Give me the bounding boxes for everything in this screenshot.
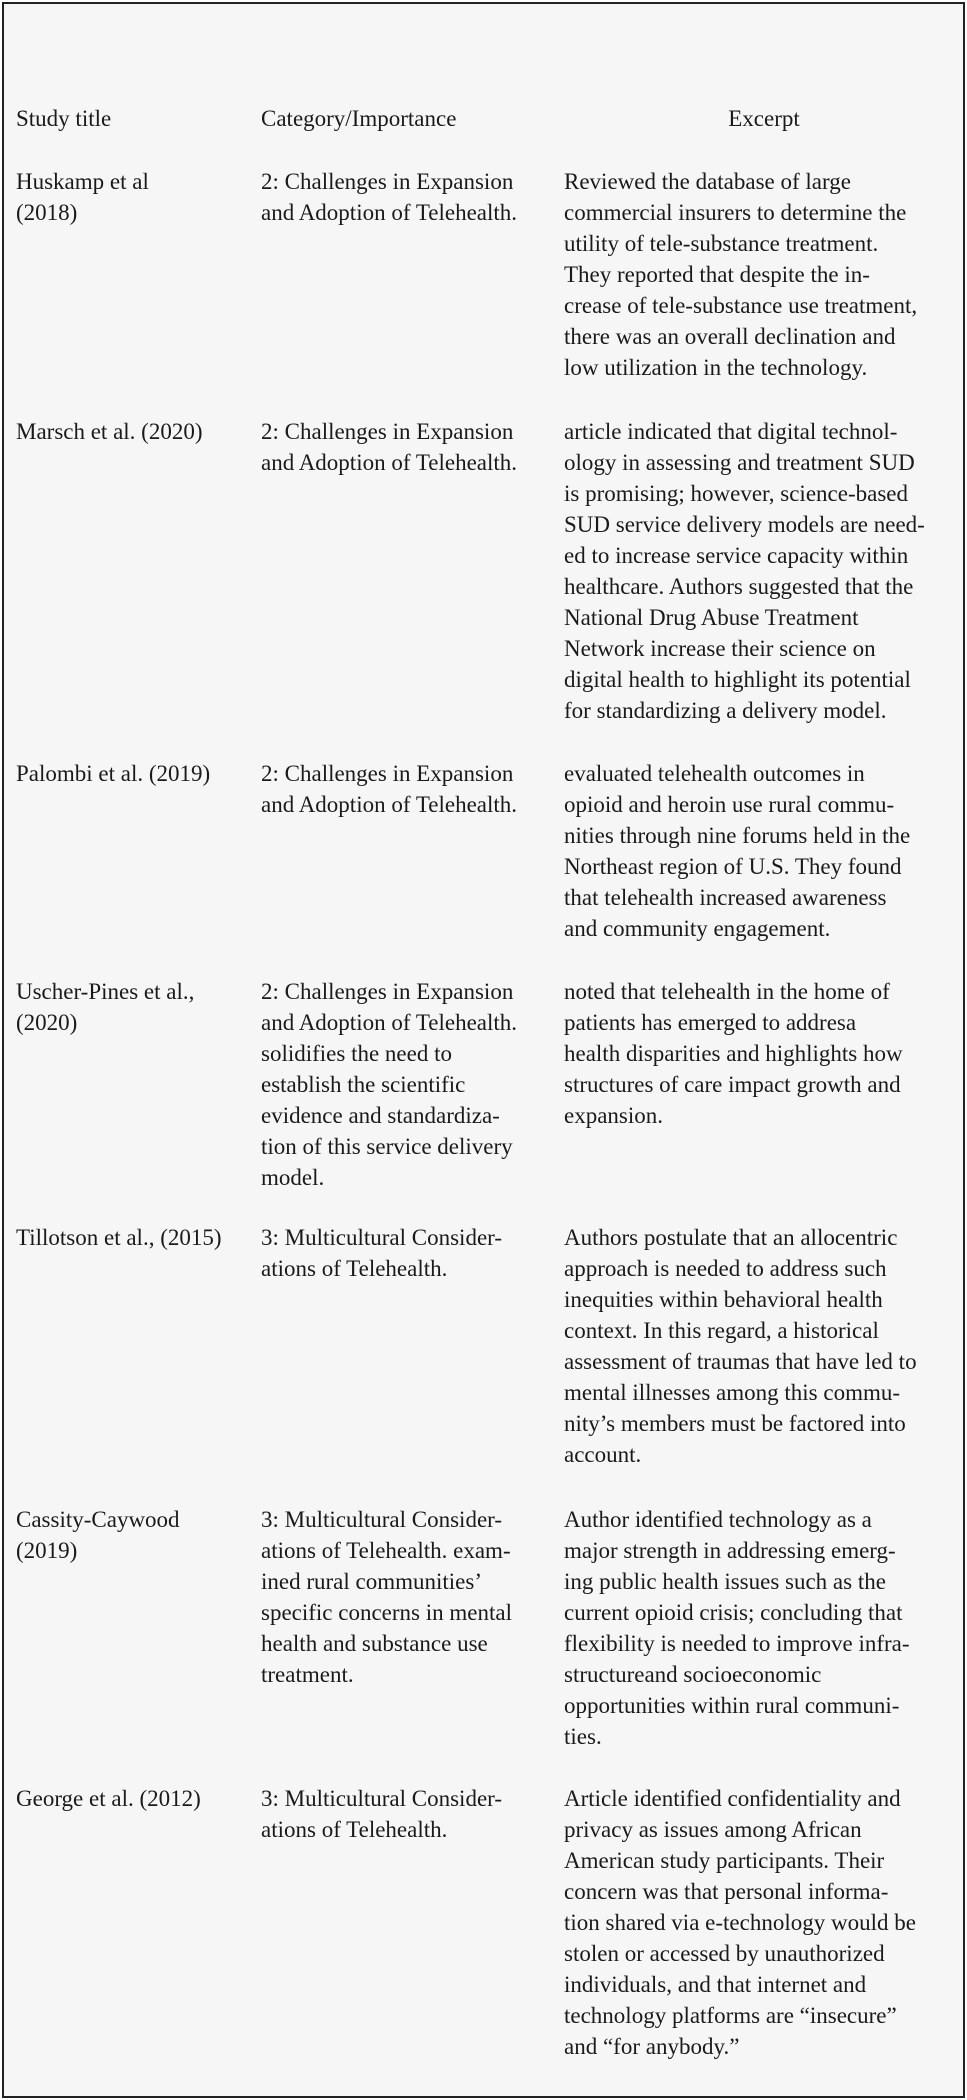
row-study-marsch: Marsch et al. (2020) bbox=[16, 419, 203, 444]
row-excerpt-tillotson: Authors postulate that an allocentric approach is needed to address such inequities within behavioral health context. In this regard, a historical assessment of traumas that have led to mental illnesses among this commu- nity’s members must be factored into account. bbox=[564, 1225, 917, 1467]
row-excerpt-huskamp: Reviewed the database of large commercial insurers to determine the utility of tele-substance treatment. They reported that despite the in- crease of tele-substance use treatment, there was an overall declination and low utilization in the technology. bbox=[564, 169, 918, 380]
row-study-tillotson: Tillotson et al., (2015) bbox=[16, 1225, 222, 1250]
row-category-tillotson: 3: Multicultural Consider- ations of Telehealth. bbox=[261, 1225, 503, 1281]
row-study-huskamp: Huskamp et al (2018) bbox=[16, 169, 149, 225]
header-category: Category/Importance bbox=[261, 106, 457, 131]
row-category-george: 3: Multicultural Consider- ations of Telehealth. bbox=[261, 1786, 503, 1842]
study-table bbox=[2, 2, 965, 2098]
row-category-palombi: 2: Challenges in Expansion and Adoption of Telehealth. bbox=[261, 761, 518, 817]
header-study-title: Study title bbox=[16, 106, 112, 131]
row-category-huskamp: 2: Challenges in Expansion and Adoption of Telehealth. bbox=[261, 169, 518, 225]
row-excerpt-palombi: evaluated telehealth outcomes in opioid and heroin use rural commu- nities through nine forums held in the Northeast region of U.S. They found that telehealth increased awareness and community engagement. bbox=[564, 761, 911, 941]
row-category-marsch: 2: Challenges in Expansion and Adoption of Telehealth. bbox=[261, 419, 518, 475]
row-study-cassity-caywood: Cassity-Caywood (2019) bbox=[16, 1507, 180, 1563]
header-excerpt: Excerpt bbox=[728, 106, 800, 131]
row-excerpt-uscher-pines: noted that telehealth in the home of patients has emerged to addresa health disparities and highlights how structures of care impact growth and expansion. bbox=[564, 979, 903, 1128]
row-study-uscher-pines: Uscher-Pines et al., (2020) bbox=[16, 979, 195, 1035]
row-excerpt-george: Article identified confidentiality and privacy as issues among African American study participants. Their concern was that personal informa- tion shared via e-technology would be stolen or accessed by unauthorized individuals, and that internet and technology platforms are “insecure” and “for anybody.” bbox=[564, 1786, 916, 2059]
row-category-cassity-caywood: 3: Multicultural Consider- ations of Telehealth. exam- ined rural communities’ specific concerns in mental health and substance use treatment. bbox=[261, 1507, 512, 1687]
row-study-george: George et al. (2012) bbox=[16, 1786, 201, 1811]
row-excerpt-cassity-caywood: Author identified technology as a major strength in addressing emerg- ing public health issues such as the current opioid crisis; concluding that flexibility is needed to improve infra- structureand socioeconomic opportunities within rural communi- ties. bbox=[564, 1507, 910, 1749]
row-excerpt-marsch: article indicated that digital technol- ology in assessing and treatment SUD is promising; however, science-based SUD service delivery models are need- ed to increase service capacity within healthcare. Authors suggested that the National Drug Abuse Treatment Network increase their science on digital health to highlight its potential for standardizing a delivery model. bbox=[564, 419, 925, 723]
row-category-uscher-pines: 2: Challenges in Expansion and Adoption of Telehealth. solidifies the need to establish the scientific evidence and standardiza- tion of this service delivery model. bbox=[261, 979, 518, 1190]
row-study-palombi: Palombi et al. (2019) bbox=[16, 761, 211, 786]
